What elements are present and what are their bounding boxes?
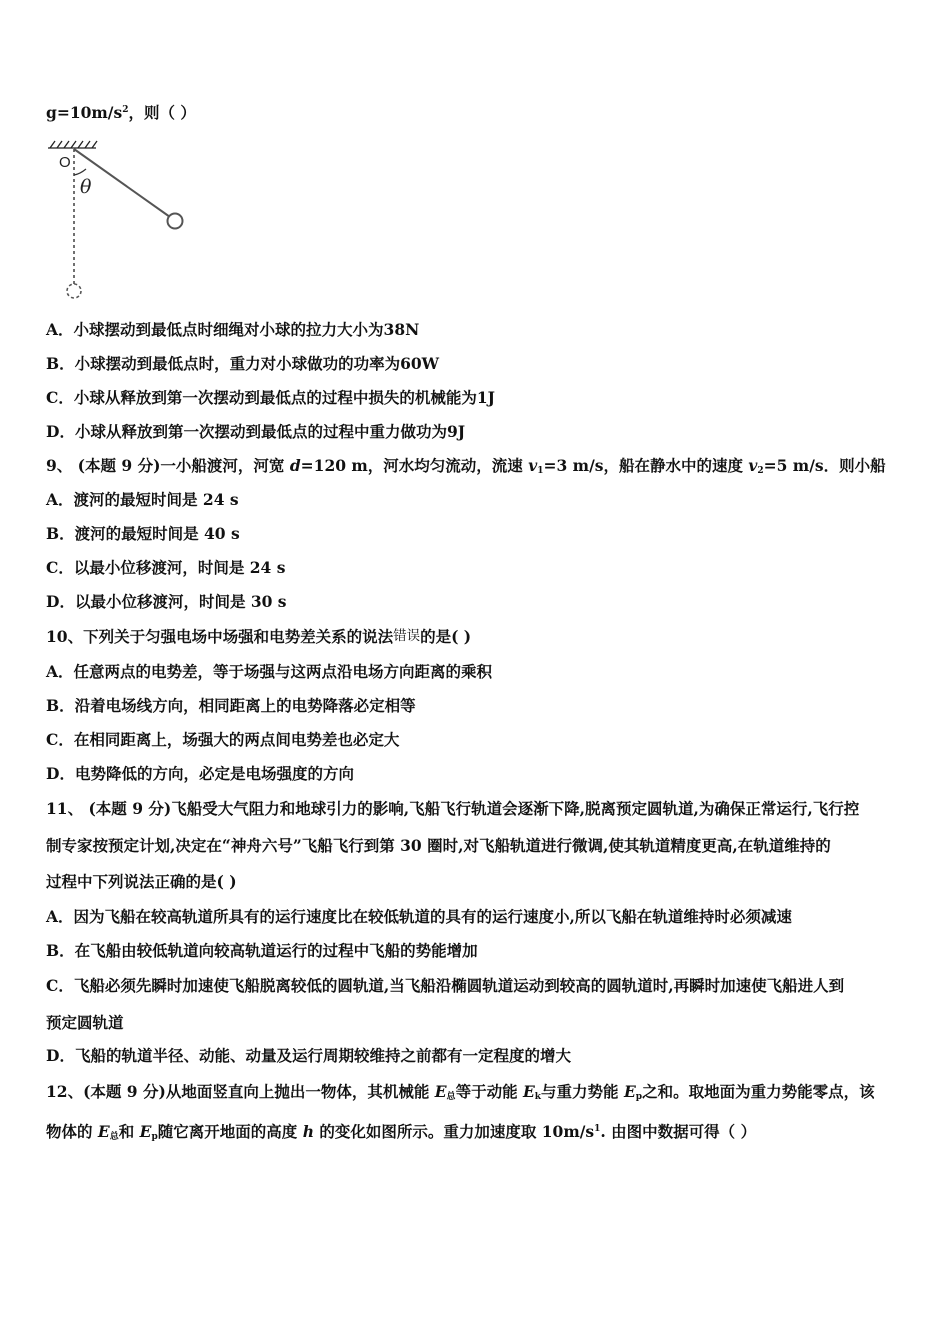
var-E: E: [522, 1082, 535, 1101]
q12-text: 物体的: [46, 1122, 98, 1141]
q9-stem-part: =120 m，河水均匀流动，流速: [300, 456, 529, 475]
var-E: E: [434, 1082, 447, 1101]
q8-option-c: C．小球从释放到第一次摆动到最低点的过程中损失的机械能为1J: [46, 388, 495, 407]
subscript-p: p: [151, 1132, 158, 1142]
q12-text: 12、(本题 9 分)从地面竖直向上抛出一物体，其机械能: [46, 1082, 435, 1101]
pendulum-figure: [40, 135, 200, 310]
q9-stem-part: =3 m/s，船在静水中的速度: [543, 456, 749, 475]
exponent-1: 1: [594, 1124, 601, 1134]
angle-label: θ: [80, 176, 92, 198]
q12-text: 与重力势能: [541, 1082, 624, 1101]
q10-stem-part: 10、下列关于匀强电场中场强和电势差关系的说法: [46, 627, 394, 646]
angle-arc: [74, 169, 86, 175]
q10-emphasis-word: 错误: [393, 628, 421, 644]
q10-option-d: D．电势降低的方向，必定是电场强度的方向: [46, 764, 354, 783]
q9-stem-part: 9、 (本题 9 分)一小船渡河，河宽: [46, 456, 290, 475]
q12-text: 和: [118, 1122, 140, 1141]
q10-option-b: B．沿着电场线方向，相同距离上的电势降落必定相等: [46, 696, 416, 715]
q10-stem-part: 的是( ): [420, 627, 472, 646]
q12-text: . 由图中数据可得（ ）: [600, 1122, 757, 1141]
var-d: d: [289, 456, 301, 475]
q8-option-d: D．小球从释放到第一次摆动到最低点的过程中重力做功为9J: [46, 422, 466, 441]
q12-text: 的变化如图所示。重力加速度取 10m/s: [313, 1122, 595, 1141]
q11-option-d: D．飞船的轨道半径、动能、动量及运行周期较维持之前都有一定程度的增大: [46, 1046, 571, 1065]
q9-option-a: A．渡河的最短时间是 24 s: [46, 490, 239, 509]
q11-stem-line-3: 过程中下列说法正确的是( ): [46, 872, 237, 891]
q10-stem: [46, 626, 471, 647]
subscript-k: k: [534, 1092, 542, 1102]
intro-tail: ，则（ ）: [128, 103, 196, 122]
q9-option-b: B．渡河的最短时间是 40 s: [46, 524, 240, 543]
q8-option-a: A．小球摆动到最低点时细绳对小球的拉力大小为38N: [46, 320, 420, 339]
var-v2: v: [748, 456, 758, 475]
ball-lowest-position: [67, 284, 81, 298]
q12-text: 随它离开地面的高度: [157, 1122, 303, 1141]
var-h: h: [302, 1122, 314, 1141]
q10-option-c: C．在相同距离上，场强大的两点间电势差也必定大: [46, 730, 400, 749]
ceiling-hatch: [48, 141, 97, 148]
q11-option-c: C．飞船必须先瞬时加速使飞船脱离较低的圆轨道,当飞船沿椭圆轨道运动到较高的圆轨道时,再瞬时加速使飞船进人到: [46, 976, 845, 995]
v2-subscript: 2: [757, 466, 764, 476]
q12-stem-line-1: [46, 1082, 875, 1107]
q11-option-a: A．因为飞船在较高轨道所具有的运行速度比在较低轨道的具有的运行速度小,所以飞船在轨道维持时必须减速: [46, 907, 792, 926]
origin-label: O: [59, 154, 71, 171]
q12-text: 等于动能: [455, 1082, 523, 1101]
q8-option-b: B．小球摆动到最低点时，重力对小球做功的功率为60W: [46, 354, 440, 373]
subscript-p: p: [635, 1092, 643, 1102]
var-E: E: [139, 1122, 152, 1141]
q12-stem-line-2: [46, 1119, 756, 1147]
var-v1: v: [528, 456, 538, 475]
ball: [168, 214, 183, 229]
subscript-total: 总: [446, 1092, 456, 1102]
q11-option-c-continued: 预定圆轨道: [46, 1013, 124, 1032]
q9-option-d: D．以最小位移渡河，时间是 30 s: [46, 592, 287, 611]
subscript-total: 总: [109, 1132, 119, 1142]
q9-stem-part: =5 m/s．则小船: [763, 456, 886, 475]
q11-stem-line-2: 制专家按预定计划,决定在“神舟六号”飞船飞行到第 30 圈时,对飞船轨道进行微调,使其轨道精度更高,在轨道维持的: [46, 836, 831, 855]
var-E: E: [623, 1082, 636, 1101]
var-E: E: [97, 1122, 110, 1141]
q12-text: 之和。取地面为重力势能零点，该: [642, 1082, 875, 1101]
q10-option-a: A．任意两点的电势差，等于场强与这两点沿电场方向距离的乘积: [46, 662, 493, 681]
gravity-text: g=10m/s: [46, 103, 123, 122]
q11-stem-line-1: 11、 (本题 9 分)飞船受大气阻力和地球引力的影响,飞船飞行轨道会逐渐下降,脱离预定圆轨道,为确保正常运行,飞行控: [46, 799, 860, 818]
gravity-exponent: 2: [122, 105, 129, 115]
q9-option-c: C．以最小位移渡河，时间是 24 s: [46, 558, 286, 577]
q11-option-b: B．在飞船由较低轨道向较高轨道运行的过程中飞船的势能增加: [46, 941, 478, 960]
q9-stem: [46, 456, 886, 481]
intro-line: [46, 100, 196, 123]
v1-subscript: 1: [537, 466, 544, 476]
